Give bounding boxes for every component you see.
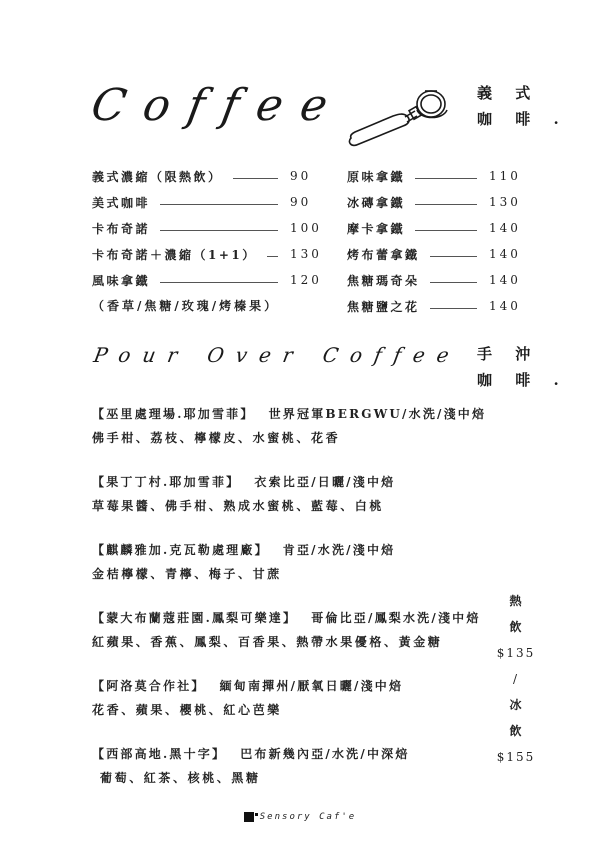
espresso-menu-right (347, 163, 519, 319)
espresso-section-title (477, 80, 568, 132)
leader-line (160, 282, 278, 283)
hot-label-2: 飲 (509, 620, 523, 634)
menu-item-price: 110 (489, 169, 521, 183)
menu-item-name: 摩卡拿鐵 (347, 221, 406, 236)
pour-over-bean-list (92, 402, 492, 810)
menu-item-name: 義式濃縮（限熱飲） (92, 169, 223, 184)
hot-price: $135 (496, 646, 536, 660)
bean-farm: 【西部高地.黑十字】 (92, 747, 227, 761)
menu-item (347, 163, 519, 189)
leader-line (415, 204, 477, 205)
flavor-note: （香草/焦糖/玫瑰/烤榛果） (92, 299, 280, 313)
bean-detail: 世界冠軍BERGWU/水洗/淺中焙 (268, 407, 487, 421)
menu-item (347, 267, 519, 293)
bean-item (92, 538, 492, 586)
leader-line (415, 178, 477, 179)
menu-item-price: 140 (489, 247, 521, 261)
menu-item (92, 241, 324, 267)
leader-line (233, 178, 278, 179)
bean-farm: 【蒙大布蘭蔻莊園.鳳梨可樂達】 (92, 611, 298, 625)
bean-detail: 緬甸南撣州/厭氧日曬/淺中焙 (219, 679, 404, 693)
brand-name: Sensory Caf'e (259, 812, 357, 822)
bean-notes: 葡萄、紅茶、核桃、黑糖 (100, 771, 261, 785)
menu-item-name: 焦糖鹽之花 (347, 299, 420, 314)
pour-over-script-title: Pour Over Coffee (91, 343, 463, 367)
menu-item (347, 189, 519, 215)
menu-item-price: 130 (290, 247, 322, 261)
hot-label-1: 熱 (509, 594, 523, 608)
menu-item (92, 163, 324, 189)
bean-farm: 【巫里處理場.耶加雪菲】 (92, 407, 255, 421)
bean-item (92, 674, 492, 722)
bean-notes: 佛手柑、荔枝、檸檬皮、水蜜桃、花香 (92, 431, 341, 445)
leader-line (430, 282, 477, 283)
brand-logo-icon (244, 812, 254, 822)
bean-detail: 哥倫比亞/鳳梨水洗/淺中焙 (311, 611, 481, 625)
leader-line (430, 308, 477, 309)
footer (0, 812, 600, 822)
bean-detail: 巴布新幾內亞/水洗/中深焙 (240, 747, 410, 761)
menu-item-price: 90 (290, 169, 312, 183)
menu-item-name: 原味拿鐵 (347, 169, 406, 184)
bean-item (92, 402, 492, 450)
menu-item-price: 140 (489, 221, 521, 235)
bean-farm: 【果丁丁村.耶加雪菲】 (92, 475, 241, 489)
bean-notes: 紅蘋果、香蕉、鳳梨、百香果、熱帶水果優格、黃金糖 (92, 635, 443, 649)
bean-notes: 草莓果醬、佛手柑、熟成水蜜桃、藍莓、白桃 (92, 499, 385, 513)
bean-notes: 花香、蘋果、櫻桃、紅心芭樂 (92, 703, 282, 717)
iced-price: $155 (496, 750, 536, 764)
menu-item-price: 90 (290, 195, 312, 209)
menu-item-name: 冰磚拿鐵 (347, 195, 406, 210)
menu-item (347, 215, 519, 241)
menu-item (347, 293, 519, 319)
bean-notes: 金桔檸檬、青檸、梅子、甘蔗 (92, 567, 282, 581)
menu-item-name: 風味拿鐵 (92, 273, 151, 288)
portafilter-icon (345, 86, 455, 148)
bean-farm: 【阿洛莫合作社】 (92, 679, 206, 693)
menu-item-price: 140 (489, 299, 521, 313)
menu-item-price: 120 (290, 273, 322, 287)
bean-detail: 肯亞/水洗/淺中焙 (282, 543, 396, 557)
menu-item-price: 140 (489, 273, 521, 287)
menu-item (92, 215, 324, 241)
leader-line (430, 256, 477, 257)
iced-label-1: 冰 (509, 698, 523, 712)
iced-label-2: 飲 (509, 724, 523, 738)
menu-item-name: 烤布蕾拿鐵 (347, 247, 420, 262)
price-separator: / (512, 672, 520, 686)
menu-item-price: 100 (290, 221, 322, 235)
menu-item (92, 189, 324, 215)
coffee-script-title: Coffee (87, 80, 350, 131)
side-title-line2: 咖 啡 . (477, 371, 568, 389)
bean-detail: 衣索比亞/日曬/淺中焙 (254, 475, 396, 489)
menu-item (92, 267, 324, 293)
menu-item-price: 130 (489, 195, 521, 209)
menu-item-name: 卡布奇諾 (92, 221, 151, 236)
menu-item-name: 美式咖啡 (92, 195, 151, 210)
bean-item (92, 470, 492, 518)
leader-line (160, 230, 278, 231)
pour-over-section-title (477, 341, 568, 393)
menu-item (347, 241, 519, 267)
pour-over-price-column (492, 588, 540, 770)
leader-line (267, 256, 278, 257)
side-title-line1: 手 沖 (477, 345, 540, 363)
leader-line (160, 204, 278, 205)
side-title-line1: 義 式 (477, 84, 540, 102)
bean-item (92, 742, 492, 790)
menu-item-name: 焦糖瑪奇朵 (347, 273, 420, 288)
bean-farm: 【麒麟雅加.克瓦勒處理廠】 (92, 543, 269, 557)
menu-item-name: 卡布奇諾＋濃縮（1+1） (92, 247, 257, 262)
leader-line (415, 230, 477, 231)
espresso-menu-left (92, 163, 324, 319)
side-title-line2: 咖 啡 . (477, 110, 568, 128)
bean-item (92, 606, 492, 654)
